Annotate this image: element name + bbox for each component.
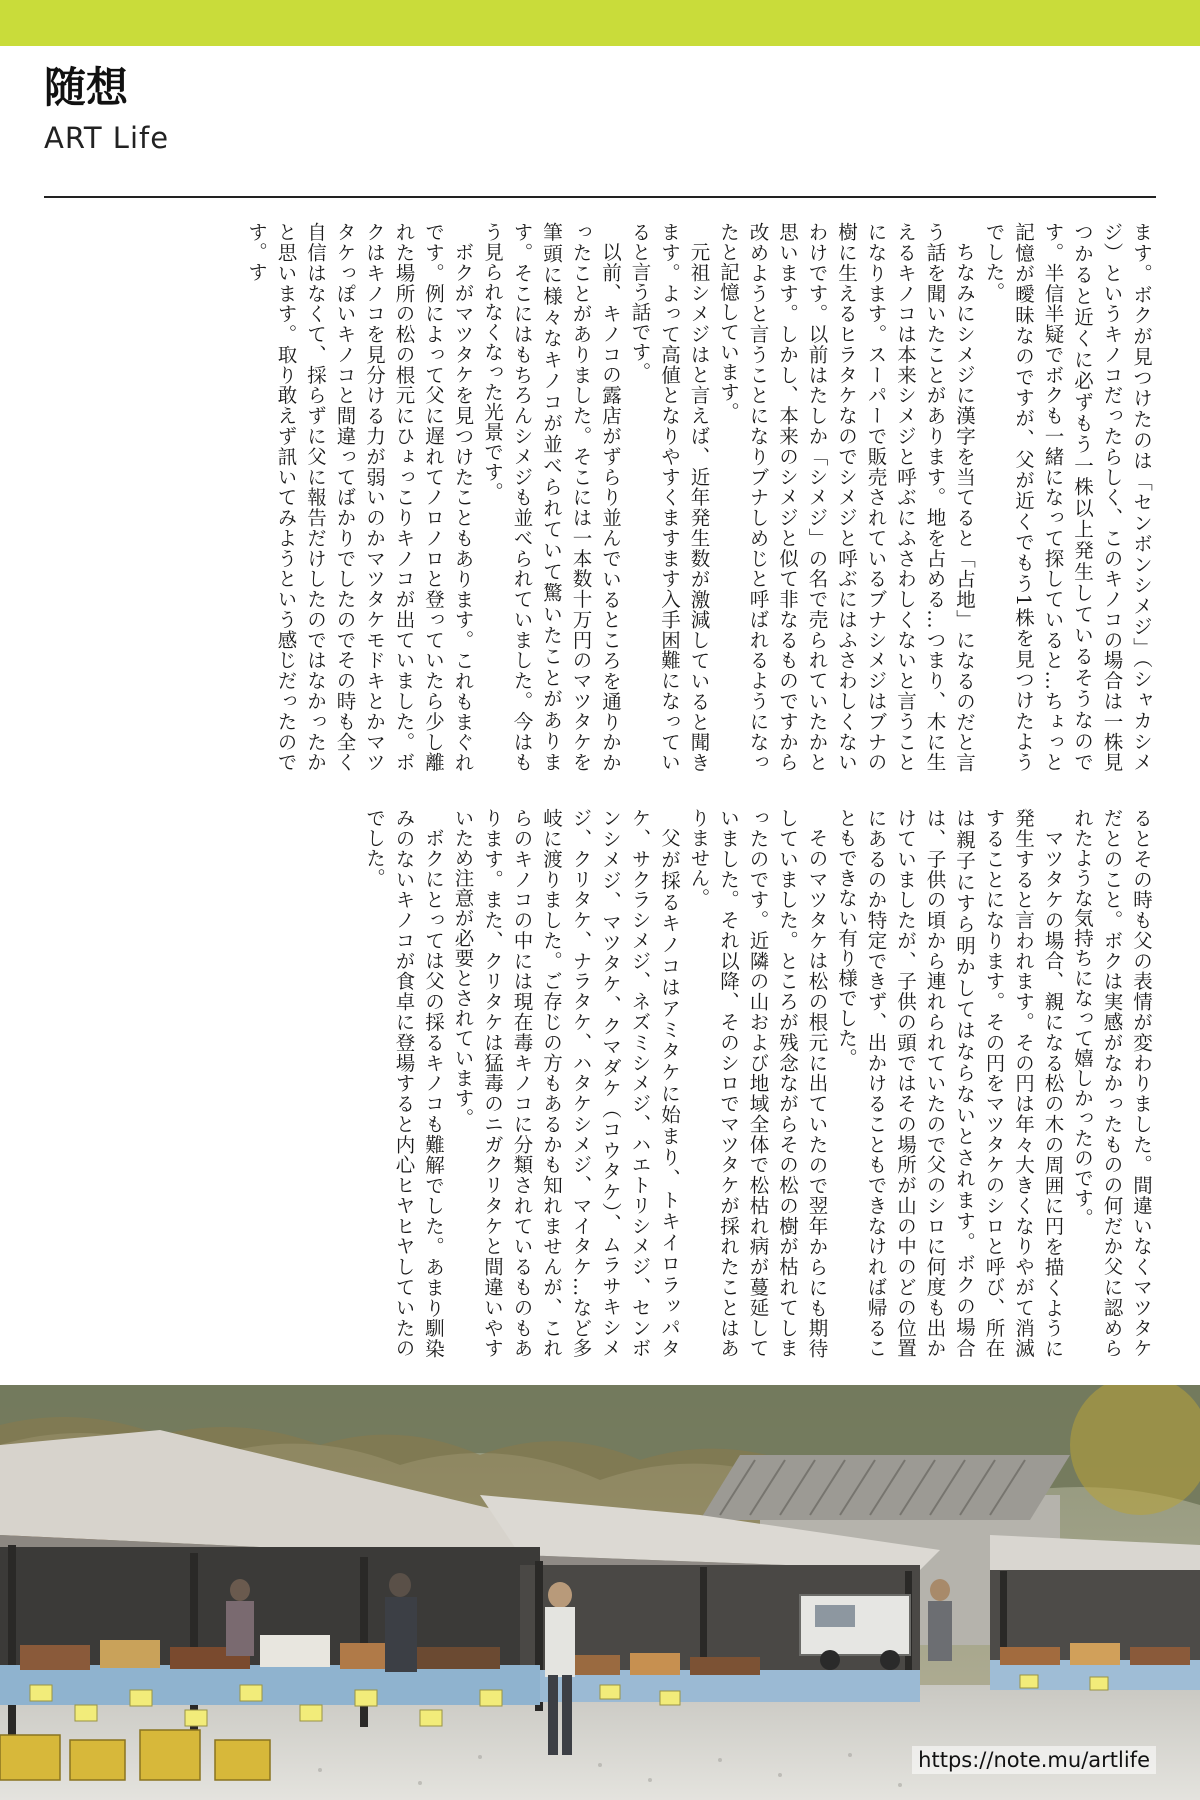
page-subtitle: ART Life — [44, 121, 170, 155]
accent-band — [0, 0, 1200, 46]
article-paragraph: 以前、キノコの露店がずらり並んでいるところを通りかかったことがありました。そこには一本数十万円のマツタケを筆頭に様々なキノコが並べられていて驚いたことがあります。そこにはもちろんシメジも並べられていました。今はもう見られなくなった光景です。 — [481, 222, 622, 772]
article-paragraph: るとその時も父の表情が変わりました。間違いなくマツタケだとのこと。ボクは実感がなかったものの何だか父に認められたような気持ちになって嬉しかったのです。 — [1071, 808, 1153, 1358]
article-paragraph: 父が採るキノコはアミタケに始まり、トキイロラッパタケ、サクラシメジ、ネズミシメジ、ハエトリシメジ、センボンシメジ、マツタケ、クマダケ（コウタケ）、ムラサキシメジ、クリタケ、ナラタケ、ハタケシメジ、マイタケ…など多岐に渡りました。ご存じの方もあるかも知れませんが、これらのキノコの中には現在毒キノコに分類されているものもあります。また、クリタケは猛毒のニガクリタケと間違いやすいため注意が必要とされています。 — [451, 808, 681, 1358]
article-paragraph: ます。ボクが見つけたのは「センボンシメジ」（シャカシメジ）というキノコだったらしく、このキノコの場合は一株見つかると近くに必ずもう一株以上発生しているそうなのです。半信半疑でボクも一緒になって探していると…ちょっと記憶が曖昧なのですが、父が近くでもう1株を見つけたようでした。 — [982, 222, 1153, 772]
market-stalls-illustration — [0, 1385, 1200, 1800]
article-paragraph: ちなみにシメジに漢字を当てると「占地」になるのだと言う話を聞いたことがあります。地を占める…つまり、木に生えるキノコは本来シメジと呼ぶにふさわしくないと言うことになります。スーパーで販売されているブナシメジはブナの樹に生えるヒラタケなのでシメジと呼ぶにはふさわしくないわけです。以前はたしか「シメジ」の名で売られていたかと思います。しかし、本来のシメジと似て非なるものですから改めようと言うことになりブナしめじと呼ばれるようになったと記憶しています。 — [717, 222, 976, 772]
article-paragraph: そのマツタケは松の根元に出ていたので翌年からにも期待していました。ところが残念ながらその松の樹が枯れてしまったのです。近隣の山および地域全体で松枯れ病が蔓延していました。それ以降、そのシロでマツタケが採れたことはありません。 — [687, 808, 829, 1358]
header-divider — [44, 196, 1156, 198]
article-paragraph: ボクがマツタケを見つけたこともあります。これもまぐれです。例によって父に遅れてノロノロと登っていたら少し離れた場所の松の根元にひょっこりキノコが出ていました。ボクはキノコを見分ける力が弱いのかマツタケモドキとかマツタケっぽいキノコと間違ってばかりでしたのでその時も全く自信はなくて、採らずに父に報告だけしたのではなかったかと思います。取り敢えず訊いてみようという感じだったのです。す — [245, 222, 475, 772]
article-lower-block — [44, 808, 1156, 1358]
article-paragraph: 元祖シメジはと言えば、近年発生数が激減していると聞きます。よって高値となりやすくますます入手困難になっていると言う話です。 — [628, 222, 711, 772]
article-paragraph: マツタケの場合、親になる松の木の周囲に円を描くように発生すると言われます。その円は年々大きくなりやがて消滅することになります。その円をマツタケのシロと呼び、所在は親子にすら明かしてはならないとされます。ボクの場合は、子供の頃から連れられていたので父のシロに何度も出かけていましたが、子供の頭ではその場所が山の中のどの位置にあるのか特定できず、出かけることもできなければ帰ることもできない有り様でした。 — [835, 808, 1065, 1358]
footer-url[interactable]: https://note.mu/artlife — [912, 1746, 1156, 1774]
page-title: 随想 — [44, 63, 129, 112]
article-paragraph: ボクにとっては父の採るキノコも難解でした。あまり馴染みのないキノコが食卓に登場すると内心ヒヤヒヤしていたのでした。 — [363, 808, 445, 1358]
article-upper-block — [44, 222, 1156, 772]
